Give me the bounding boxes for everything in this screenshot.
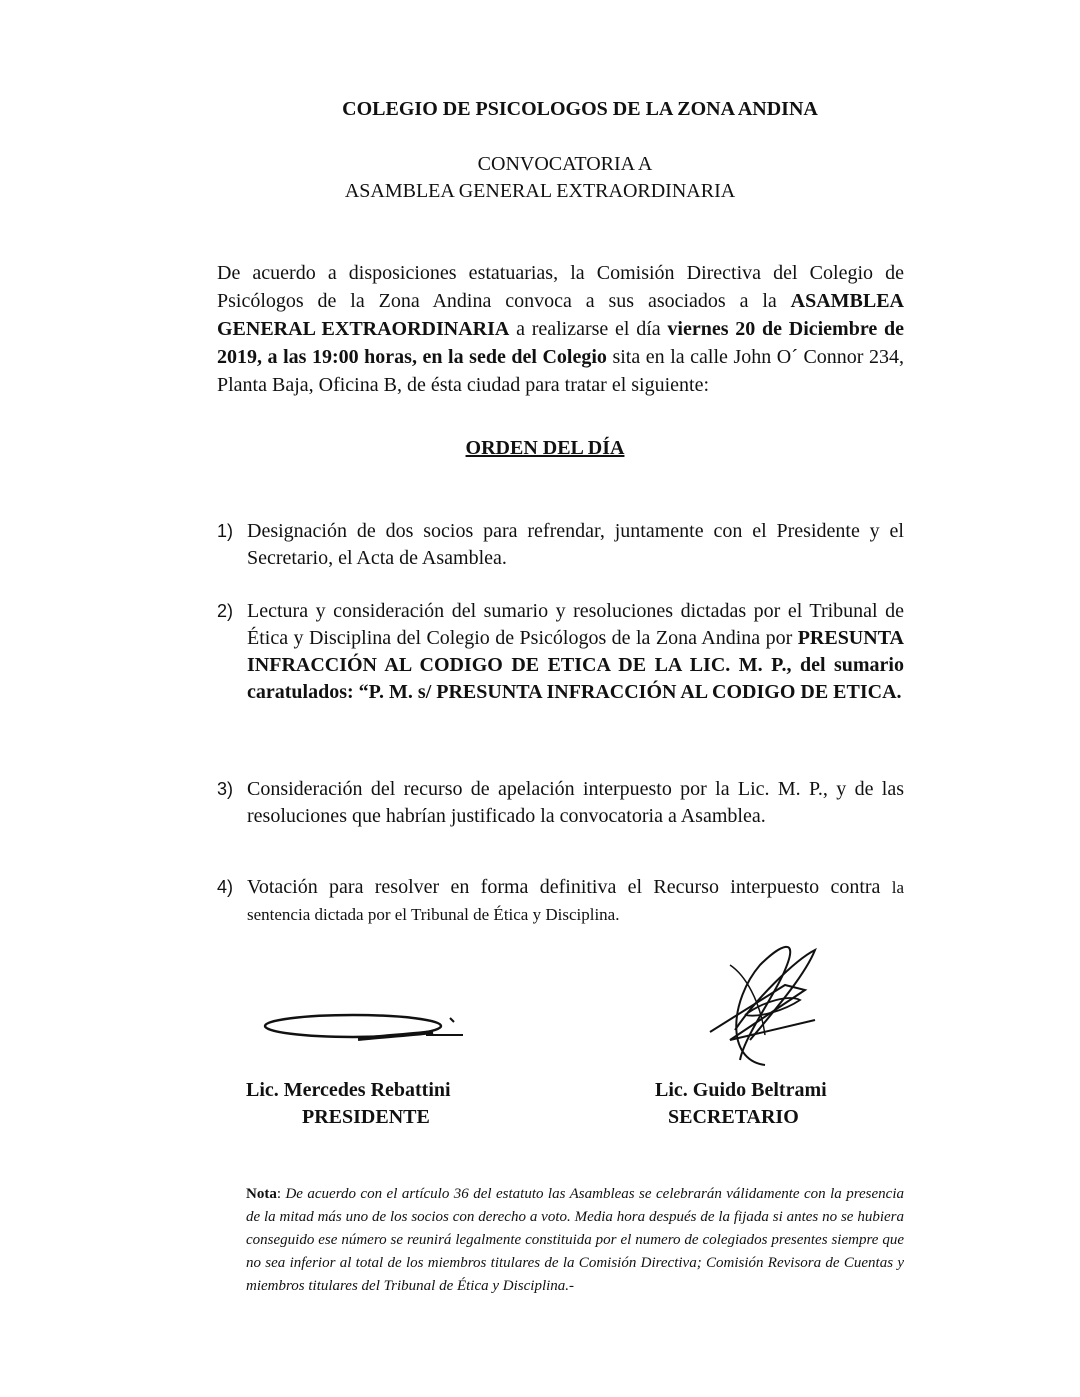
intro-paragraph	[217, 259, 904, 399]
agenda-item-text-plain: Votación para resolver en forma definitiva el Recurso interpuesto contra	[247, 876, 892, 898]
agenda-item-number: 1)	[217, 521, 234, 541]
agenda-item	[217, 518, 904, 572]
institution-title: COLEGIO DE PSICOLOGOS DE LA ZONA ANDINA	[342, 98, 818, 120]
agenda-item-text	[247, 874, 904, 928]
agenda-item-text	[247, 598, 904, 706]
note-text: De acuerdo con el artículo 36 del estatuto las Asambleas se celebrarán válidamente con la presencia de la mitad más uno de los socios con derecho a voto. Media hora después de la fijada si antes no se hubiera conseguido ese número se reunirá legalmente constituida por el numero de colegiados presentes siempre que no sea inferior al total de los miembros titulares de la Comisión Directiva; Comisión Revisora de Cuentas y miembros titulares del Tribunal de Ética y Disciplina.-	[246, 1186, 904, 1294]
agenda-item-number: 2)	[217, 601, 234, 621]
convocation-line-1: CONVOCATORIA A	[477, 153, 653, 175]
intro-text-1: De acuerdo a disposiciones estatuarias, la Comisión Directiva del Colegio de Psicólogos de la Zona Andina convoca a sus asociados a la	[217, 262, 904, 312]
agenda-item	[217, 598, 904, 706]
agenda-item-text-small: la sentencia dictada por el Tribunal de Ética y Disciplina.	[247, 878, 904, 924]
president-name: Lic. Mercedes Rebattini	[246, 1079, 451, 1101]
agenda-item	[217, 776, 904, 830]
president-signature	[258, 1010, 473, 1050]
secretary-name: Lic. Guido Beltrami	[655, 1079, 827, 1101]
secretary-signature	[705, 940, 825, 1070]
intro-text-3: sita en la calle John O´ Connor 234, Planta Baja, Oficina B, de ésta ciudad para tratar el siguiente:	[217, 346, 904, 396]
agenda-item-text: Consideración del recurso de apelación interpuesto por la Lic. M. P., y de las resoluciones que habrían justificado la convocatoria a Asamblea.	[247, 778, 904, 827]
agenda-item-text-bold: PRESUNTA INFRACCIÓN AL CODIGO DE ETICA DE LA LIC. M. P., del sumario caratulados: “P. M. s/ PRESUNTA INFRACCIÓN AL CODIGO DE ETICA.	[247, 627, 904, 703]
agenda-item-number: 3)	[217, 779, 234, 799]
secretary-role: SECRETARIO	[668, 1106, 799, 1128]
intro-text-2: a realizarse el día	[509, 318, 668, 340]
agenda-item-text: Designación de dos socios para refrendar, juntamente con el Presidente y el Secretario, el Acta de Asamblea.	[247, 520, 904, 569]
agenda-title: ORDEN DEL DÍA	[465, 437, 625, 459]
intro-bold-assembly: ASAMBLEA GENERAL EXTRAORDINARIA	[217, 290, 904, 340]
note-label: Nota	[246, 1186, 277, 1202]
intro-bold-date: viernes 20 de Diciembre de 2019, a las 19:00 horas, en la sede del Colegio	[217, 318, 904, 368]
note-paragraph: Nota: De acuerdo con el artículo 36 del estatuto las Asambleas se celebrarán válidamente con la presencia de la mitad más uno de los socios con derecho a voto. Media hora después de la fijada si antes no se hubiera conseguido ese número se reunirá legalmente constituida por el numero de colegiados presentes siempre que no sea inferior al total de los miembros titulares de la Comisión Directiva; Comisión Revisora de Cuentas y miembros titulares del Tribunal de Ética y Disciplina.-	[246, 1186, 904, 1294]
convocation-line-2: ASAMBLEA GENERAL EXTRAORDINARIA	[344, 180, 736, 202]
agenda-item	[217, 874, 904, 928]
agenda-item-number: 4)	[217, 877, 234, 897]
president-role: PRESIDENTE	[302, 1106, 430, 1128]
agenda-item-text-plain: Lectura y consideración del sumario y resoluciones dictadas por el Tribunal de Ética y Disciplina del Colegio de Psicólogos de la Zona Andina por	[247, 600, 904, 649]
